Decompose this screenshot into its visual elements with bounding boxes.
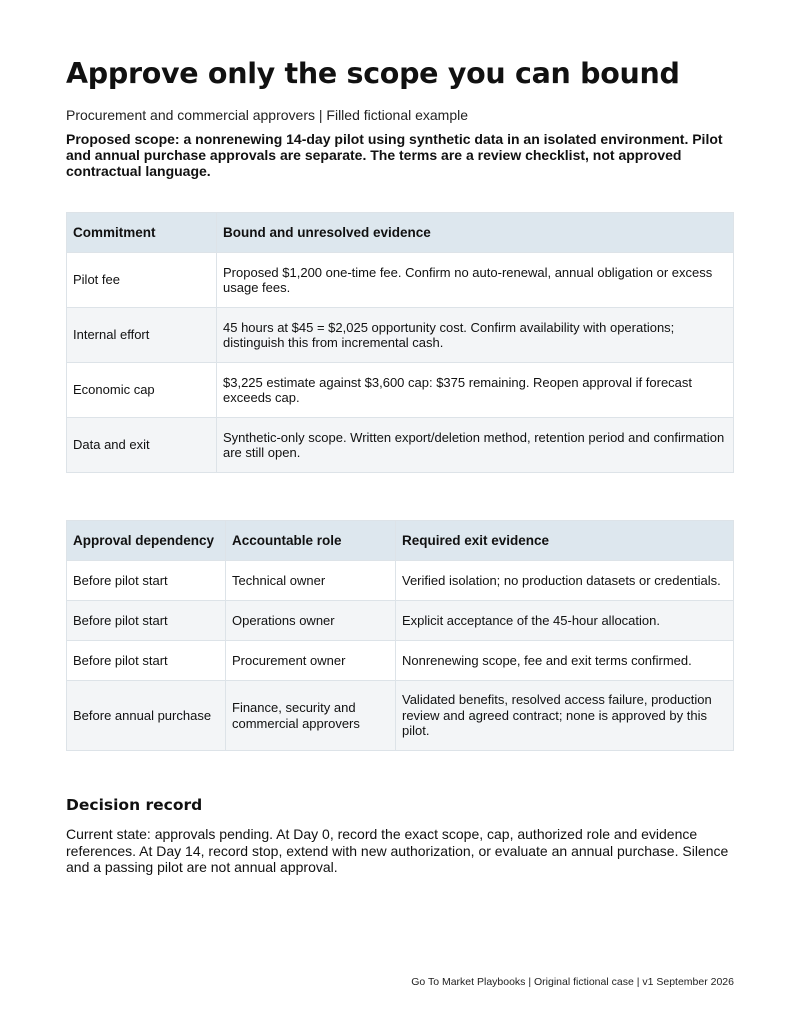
table-cell: Economic cap: [67, 363, 217, 418]
page-subtitle: Procurement and commercial approvers | Filled fictional example: [66, 107, 469, 123]
table-cell: Data and exit: [67, 418, 217, 473]
table-cell: Technical owner: [226, 561, 396, 601]
decision-heading: Decision record: [66, 796, 203, 814]
decision-text: Current state: approvals pending. At Day 0, record the exact scope, cap, authorized role and evidence references. At Day 14, record stop, extend with new authorization, or evaluate an annual purchase. Silence and a passing pilot are not annual approval.: [66, 826, 729, 875]
column-header: Required exit evidence: [396, 521, 734, 561]
table-cell: Internal effort: [67, 308, 217, 363]
table-cell: $3,225 estimate against $3,600 cap: $375 remaining. Reopen approval if forecast exceeds cap.: [217, 363, 734, 418]
table-cell: Validated benefits, resolved access failure, production review and agreed contract; none is approved by this pilot.: [396, 681, 734, 751]
table-header-row: [67, 521, 734, 561]
approvals-table: [66, 520, 734, 751]
table-cell: Finance, security and commercial approvers: [226, 681, 396, 751]
table-cell: Synthetic-only scope. Written export/deletion method, retention period and confirmation are still open.: [217, 418, 734, 473]
table-cell: Nonrenewing scope, fee and exit terms confirmed.: [396, 641, 734, 681]
table-header-row: [67, 213, 734, 253]
table-row: [67, 308, 734, 363]
table-cell: 45 hours at $45 = $2,025 opportunity cost. Confirm availability with operations; distinguish this from incremental cash.: [217, 308, 734, 363]
table-cell: Verified isolation; no production datasets or credentials.: [396, 561, 734, 601]
column-header: Approval dependency: [67, 521, 226, 561]
column-header: Bound and unresolved evidence: [217, 213, 734, 253]
table-row: [67, 641, 734, 681]
table-cell: Proposed $1,200 one-time fee. Confirm no auto-renewal, annual obligation or excess usage fees.: [217, 253, 734, 308]
table-row: [67, 561, 734, 601]
table-cell: Operations owner: [226, 601, 396, 641]
commitments-table: [66, 212, 734, 473]
table-cell: Pilot fee: [67, 253, 217, 308]
table-row: [67, 418, 734, 473]
scope-statement: Proposed scope: a nonrenewing 14-day pilot using synthetic data in an isolated environment. Pilot and annual purchase approvals are separate. The terms are a review checklist, not approved contractual language.: [66, 131, 723, 179]
table-row: [67, 681, 734, 751]
table-cell: Before pilot start: [67, 641, 226, 681]
page-footer: Go To Market Playbooks | Original fictional case | v1 September 2026: [411, 976, 734, 988]
table-cell: Before pilot start: [67, 601, 226, 641]
page-title: Approve only the scope you can bound: [66, 57, 680, 90]
table-cell: Before pilot start: [67, 561, 226, 601]
table-cell: Procurement owner: [226, 641, 396, 681]
table-row: [67, 363, 734, 418]
table-row: [67, 601, 734, 641]
table-row: [67, 253, 734, 308]
column-header: Accountable role: [226, 521, 396, 561]
table-cell: Explicit acceptance of the 45-hour allocation.: [396, 601, 734, 641]
table-cell: Before annual purchase: [67, 681, 226, 751]
column-header: Commitment: [67, 213, 217, 253]
